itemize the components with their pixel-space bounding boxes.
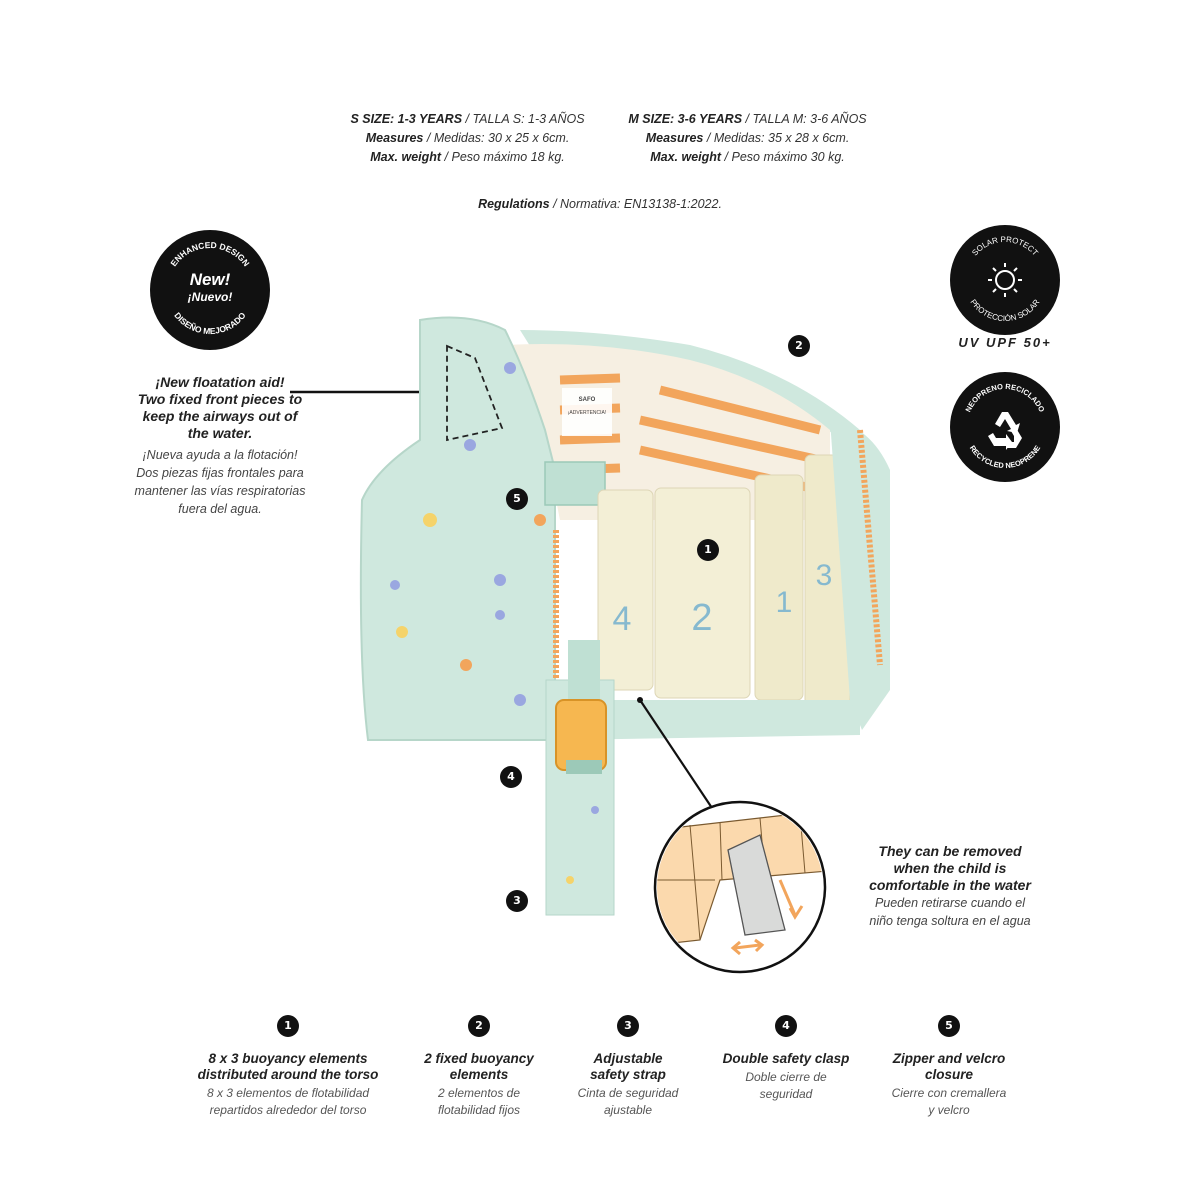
feature-desc-line: flotabilidad fijos — [437, 1103, 521, 1117]
feature-5 — [849, 1015, 1049, 1119]
feature-desc-line: Doble cierre de — [745, 1070, 827, 1084]
size-m-weight-label: Max. weight — [650, 150, 722, 164]
feature-title-line: Zipper and velcro — [892, 1051, 1006, 1066]
feature-5-number: 5 — [938, 1015, 960, 1037]
solar-badge-bottom-arc: PROTECCIÓN SOLAR — [968, 297, 1042, 324]
callout-es-line: fuera del agua. — [178, 502, 262, 516]
uv-rating: UV UPF 50+ — [958, 335, 1052, 350]
regulations-label: Regulations — [478, 197, 550, 211]
feature-title-line: distributed around the torso — [197, 1067, 379, 1082]
callout-en-line: keep the airways out of — [142, 408, 298, 424]
feature-title-line: Adjustable — [593, 1051, 663, 1066]
callout-es-line: Pueden retirarse cuando el — [874, 896, 1026, 910]
feature-title-line: closure — [924, 1067, 974, 1082]
feature-desc-line: repartidos alrededor del torso — [209, 1103, 367, 1117]
new-badge-top-arc: ENHANCED DESIGN — [168, 239, 252, 269]
feature-1-number: 1 — [277, 1015, 299, 1037]
size-s-weight-label: Max. weight — [370, 150, 442, 164]
size-m-title: M SIZE: 3-6 YEARS — [628, 112, 743, 126]
callout-en-line: the water. — [187, 425, 253, 441]
new-badge-line1: New! — [189, 270, 231, 289]
zoom-detail — [655, 802, 840, 972]
panel-number: 1 — [775, 586, 793, 619]
feature-4-number: 4 — [775, 1015, 797, 1037]
feature-title-line: 2 fixed buoyancy — [424, 1051, 534, 1066]
feature-desc-line: 8 x 3 elementos de flotabilidad — [206, 1086, 370, 1100]
solar-badge-top-arc: SOLAR PROTECT — [970, 234, 1040, 258]
feature-5-title — [849, 1051, 1049, 1083]
feature-title-line: Double safety clasp — [722, 1051, 850, 1066]
size-m-spec: M SIZE: 3-6 YEARS / TALLA M: 3-6 AÑOS Measures / Medidas: 35 x 28 x 6cm. Max. weight / Peso máximo 30 kg. — [628, 112, 867, 164]
new-badge-bottom-arc: DISEÑO MEJORADO — [172, 310, 248, 337]
feature-1-title — [188, 1051, 388, 1083]
feature-desc-line: ajustable — [603, 1103, 653, 1117]
size-s-title-es: TALLA S: 1-3 AÑOS — [472, 112, 585, 126]
callout-es-line: Dos piezas fijas frontales para — [136, 466, 304, 480]
vest-warning-text: ¡ADVERTENCIA! — [567, 410, 607, 416]
size-m-title-es: TALLA M: 3-6 AÑOS — [752, 112, 867, 126]
feature-desc-line: Cinta de seguridad — [577, 1086, 679, 1100]
callout-en-line: Two fixed front pieces to — [137, 391, 303, 407]
vest-brand-label: SAFO — [578, 397, 596, 403]
velcro-tab — [545, 462, 605, 505]
strap-webbing — [568, 640, 600, 700]
size-m-weight: Peso máximo 30 kg. — [731, 150, 845, 164]
feature-title-line: elements — [449, 1067, 509, 1082]
callout-en-line: when the child is — [893, 860, 1007, 876]
new-badge-line2: ¡Nuevo! — [187, 290, 233, 304]
size-s-weight: Peso máximo 18 kg. — [451, 150, 565, 164]
marker-4: 4 — [500, 766, 522, 788]
size-m-measures: Medidas: 35 x 28 x 6cm. — [713, 131, 850, 145]
feature-5-desc — [849, 1085, 1049, 1119]
feature-title-line: safety strap — [590, 1067, 666, 1082]
panel-number: 4 — [612, 600, 632, 638]
marker-3: 3 — [506, 890, 528, 912]
feature-2-number: 2 — [468, 1015, 490, 1037]
panel-number: 2 — [691, 597, 713, 639]
safety-clasp — [556, 700, 606, 770]
panel-number: 3 — [815, 559, 833, 592]
feature-title-line: 8 x 3 buoyancy elements — [208, 1051, 368, 1066]
callout-en-line: ¡New floatation aid! — [155, 374, 285, 390]
size-s-title: S SIZE: 1-3 YEARS — [350, 112, 463, 126]
marker-1: 1 — [697, 539, 719, 561]
size-s-measures-label: Measures — [365, 131, 424, 145]
callout-es-line: mantener las vías respiratorias — [134, 484, 306, 498]
feature-1 — [188, 1015, 388, 1119]
callout-es-line: niño tenga soltura en el agua — [869, 914, 1031, 928]
strap-adjuster — [566, 760, 602, 774]
feature-1-desc — [188, 1085, 388, 1119]
regulations-value: Normativa: EN13138-1:2022. — [560, 197, 722, 211]
recycled-badge-bottom-arc: RECYCLED NEOPRENE — [967, 443, 1043, 471]
feature-desc-line: Cierre con cremallera — [891, 1086, 1007, 1100]
callout-en-line: comfortable in the water — [869, 877, 1031, 893]
size-m-measures-label: Measures — [645, 131, 704, 145]
recycled-badge-top-arc: NEOPRENO RECICLADO — [963, 381, 1047, 414]
marker-5: 5 — [506, 488, 528, 510]
feature-desc-line: y velcro — [928, 1103, 970, 1117]
feature-3-number: 3 — [617, 1015, 639, 1037]
marker-2: 2 — [788, 335, 810, 357]
vest-left-panel — [361, 318, 555, 740]
callout-en-line: They can be removed — [878, 843, 1022, 859]
callout-es-line: ¡Nueva ayuda a la flotación! — [142, 448, 298, 462]
regulations: Regulations / Normativa: EN13138-1:2022. — [478, 197, 722, 211]
size-s-measures: Medidas: 30 x 25 x 6cm. — [433, 131, 570, 145]
size-s-spec: S SIZE: 1-3 YEARS / TALLA S: 1-3 AÑOS Measures / Medidas: 30 x 25 x 6cm. Max. weight / Peso máximo 18 kg. — [350, 112, 585, 164]
feature-desc-line: seguridad — [759, 1087, 813, 1101]
feature-desc-line: 2 elementos de — [437, 1086, 521, 1100]
